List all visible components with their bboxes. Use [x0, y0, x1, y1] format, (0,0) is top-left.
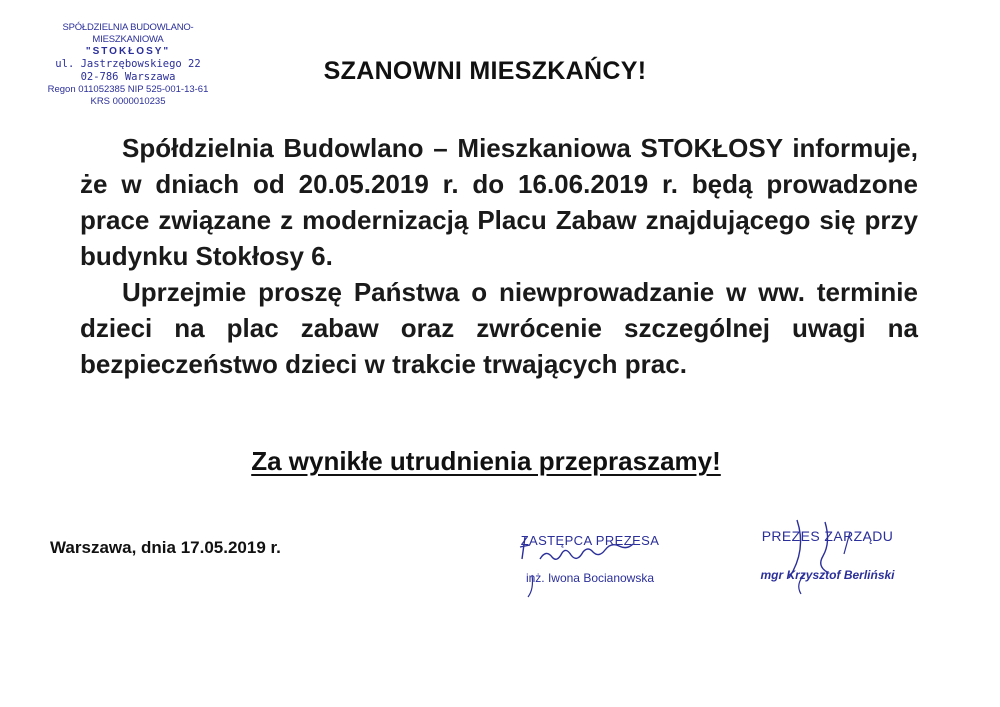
notice-paragraph-1: Spółdzielnia Budowlano – Mieszkaniowa STOKŁOSY informuje, że w dniach od 20.05.2019 r. do 16.06.2019 r. będą prowadzone prace związane z modernizacją Placu Zabaw znajdującego się przy budynku Stokłosy 6.	[80, 133, 918, 271]
signature-block-president	[735, 518, 920, 598]
notice-title: SZANOWNI MIESZKAŃCY!	[323, 57, 647, 85]
signature-name-president: mgr Krzysztof Berliński	[760, 568, 895, 582]
signature-role-president: PREZES ZARZĄDU	[761, 528, 894, 544]
apology-line: Za wynikłe utrudnienia przepraszamy!	[251, 446, 721, 476]
signature-block-deputy	[500, 525, 680, 600]
signature-role-deputy: ZASTĘPCA PREZESA	[520, 533, 660, 548]
signature-name-deputy: inż. Iwona Bocianowska	[525, 571, 655, 585]
cooperative-stamp	[28, 22, 228, 107]
stamp-line-street: ul. Jastrzębowskiego 22	[55, 58, 201, 70]
stamp-line-regon-nip: Regon 011052385 NIP 525-001-13-61	[47, 84, 209, 95]
place-and-date: Warszawa, dnia 17.05.2019 r.	[50, 538, 281, 557]
stamp-line-name: SPÓŁDZIELNIA BUDOWLANO-MIESZKANIOWA	[62, 22, 194, 45]
stamp-line-short-name: "STOKŁOSY"	[85, 46, 171, 57]
stamp-line-krs: KRS 0000010235	[90, 96, 166, 107]
stamp-line-city: 02-786 Warszawa	[80, 71, 176, 83]
notice-body	[80, 130, 918, 382]
notice-paragraph-2: Uprzejmie proszę Państwa o niewprowadzanie w ww. terminie dzieci na plac zabaw oraz zwrócenie szczególnej uwagi na bezpieczeństwo dzieci w trakcie trwających prac.	[80, 277, 918, 379]
